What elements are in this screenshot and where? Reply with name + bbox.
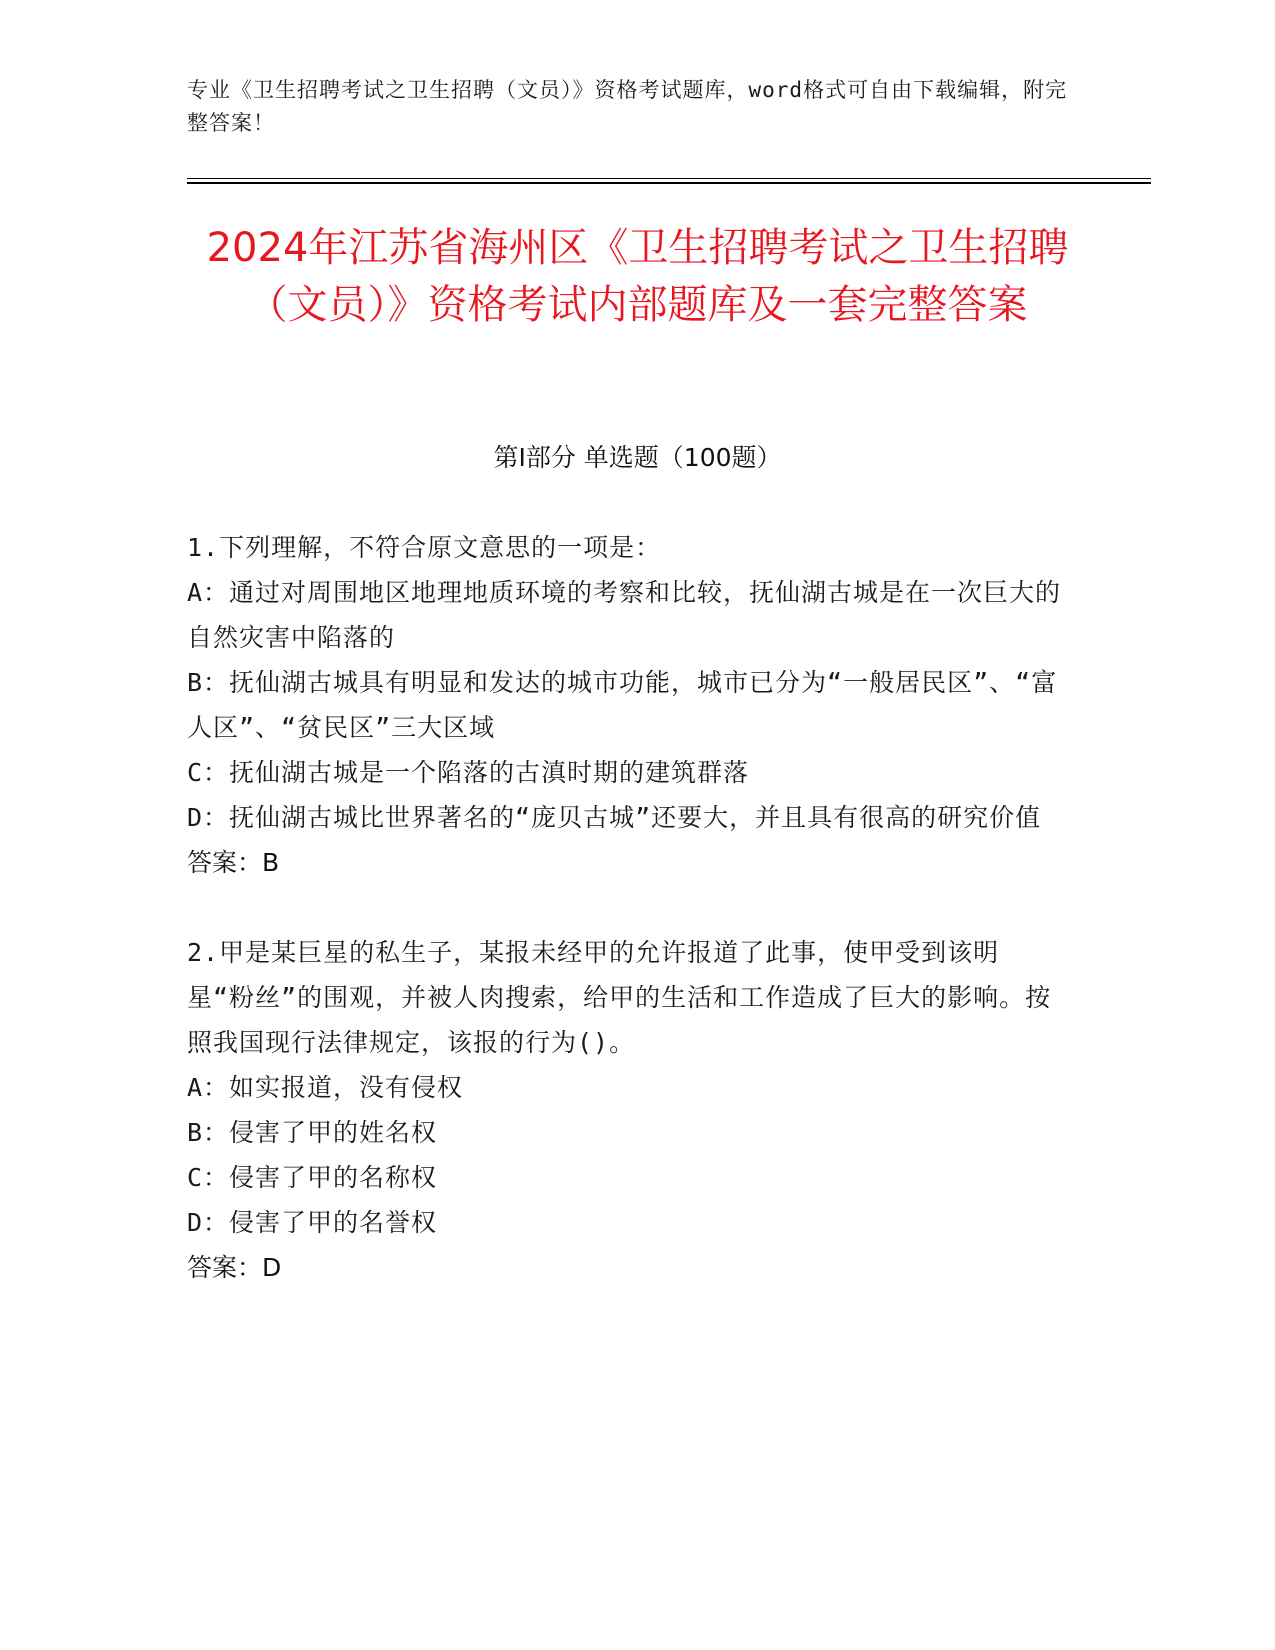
question-2 — [187, 930, 1067, 1290]
question-list — [187, 525, 1067, 1335]
header-note: 专业《卫生招聘考试之卫生招聘（文员）》资格考试题库，word格式可自由下载编辑，附完整答案！ — [187, 78, 1068, 135]
option-d: D：侵害了甲的名誉权 — [187, 1208, 438, 1237]
option-b: B：抚仙湖古城具有明显和发达的城市功能，城市已分为“一般居民区”、“富人区”、“贫民区”三大区域 — [187, 668, 1058, 742]
question-1 — [187, 525, 1067, 885]
option-a: A：通过对周围地区地理地质环境的考察和比较，抚仙湖古城是在一次巨大的自然灾害中陷落的 — [187, 578, 1062, 652]
option-b: B：侵害了甲的姓名权 — [187, 1118, 438, 1147]
answer-line: 答案：D — [187, 1253, 282, 1282]
question-stem: 1.下列理解，不符合原文意思的一项是： — [187, 533, 662, 562]
option-d: D：抚仙湖古城比世界著名的“庞贝古城”还要大，并且具有很高的研究价值 — [187, 803, 1042, 832]
header-divider-thin — [187, 178, 1151, 179]
option-c: C：侵害了甲的名称权 — [187, 1163, 438, 1192]
section-title: 第Ⅰ部分 单选题（100题） — [493, 443, 782, 472]
header-divider-thick — [187, 182, 1151, 184]
option-a: A：如实报道，没有侵权 — [187, 1073, 464, 1102]
document-title: 2024年江苏省海州区《卫生招聘考试之卫生招聘（文员）》资格考试内部题库及一套完整答案 — [206, 225, 1069, 328]
option-c: C：抚仙湖古城是一个陷落的古滇时期的建筑群落 — [187, 758, 750, 787]
question-stem: 2.甲是某巨星的私生子，某报未经甲的允许报道了此事，使甲受到该明星“粉丝”的围观，并被人肉搜索，给甲的生活和工作造成了巨大的影响。按照我国现行法律规定，该报的行为()。 — [187, 938, 1052, 1057]
answer-line: 答案：B — [187, 848, 280, 877]
